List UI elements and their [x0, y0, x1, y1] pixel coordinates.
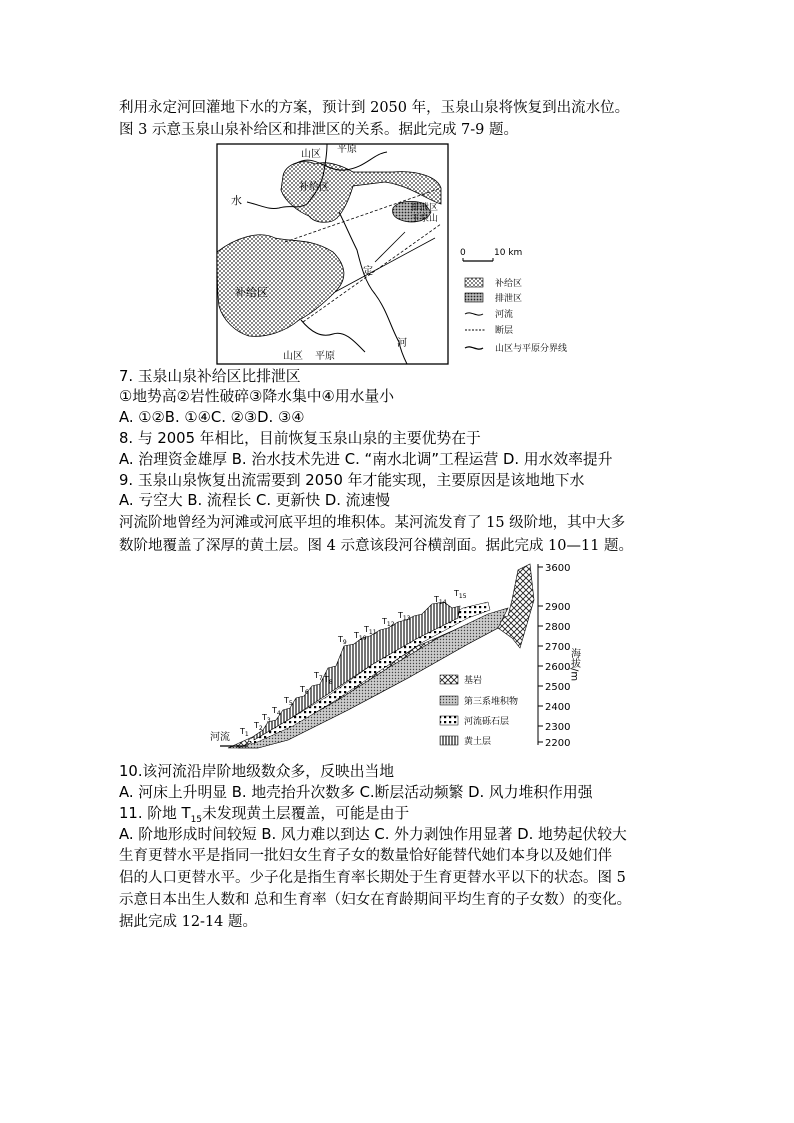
label-yuquan: 玉泉山	[411, 214, 439, 224]
terrace-label: $T_1$	[240, 727, 249, 738]
terrace-label: $T_{10}$	[354, 631, 367, 642]
q7-stem: 7. 玉泉山泉补给区比排泄区	[119, 368, 301, 385]
river-label: 河流	[210, 732, 230, 743]
y-tick-label: 2500	[545, 682, 571, 693]
terrace-label: $T_7$	[314, 671, 323, 682]
legend-gravel: 河流砾石层	[464, 717, 510, 727]
terrace-label: $T_8$	[324, 675, 333, 686]
q11-options: A. 阶地形成时间较短 B. 风力难以到达 C. 外力剥蚀作用显著 D. 地势起伏较大	[119, 826, 627, 843]
q10-stem: 10.该河流沿岸阶地级数众多，反映出当地	[119, 763, 395, 780]
terrace-label: $T_6$	[300, 685, 309, 696]
legend-tertiary: 第三系堆积物	[464, 697, 519, 707]
legend-gravel-swatch	[440, 716, 458, 725]
figure-3-map	[215, 142, 615, 367]
legend-discharge: 排泄区	[495, 294, 523, 304]
figure-4-valley-profile	[208, 560, 598, 755]
intro-line-2: 图 3 示意玉泉山泉补给区和排泄区的关系。据此完成 7-9 题。	[119, 122, 519, 138]
q10-options: A. 河床上升明显 B. 地壳抬升次数多 C.断层活动频繁 D. 风力堆积作用强	[119, 784, 593, 801]
legend-discharge-swatch	[465, 293, 483, 302]
legend-fault: 断层	[495, 326, 514, 336]
intro-line-1: 利用永定河回灌地下水的方案，预计到 2050 年，玉泉山泉将恢复到出流水位。	[119, 100, 630, 116]
y-tick-label: 2200	[545, 738, 571, 749]
q9-options: A. 亏空大 B. 流程长 C. 更新快 D. 流速慢	[119, 492, 391, 509]
terrace-label: $T_{13}$	[398, 611, 411, 622]
legend-river-symbol	[465, 313, 483, 315]
y-tick-label: 3600	[545, 563, 571, 574]
label-ding: 定	[363, 266, 373, 277]
y-tick-label: 2700	[545, 642, 571, 653]
legend-boundary-symbol	[465, 347, 483, 349]
label-plain-bottom: 平原	[315, 351, 335, 362]
scale-zero: 0	[460, 248, 466, 258]
terrace-label: $T_4$	[272, 706, 281, 717]
label-mountain-bottom: 山区	[283, 351, 303, 362]
y-tick-label: 2900	[545, 602, 571, 613]
legend-river: 河流	[495, 310, 514, 320]
terrace-label: $T_9$	[338, 635, 347, 646]
label-discharge: 排泄区	[411, 203, 439, 213]
terrace-label: $T_{15}$	[454, 589, 467, 600]
label-river: 河	[397, 338, 407, 349]
y-tick-label: 2300	[545, 722, 571, 733]
q8-stem: 8. 与 2005 年相比，目前恢复玉泉山泉的主要优势在于	[119, 430, 481, 447]
scale-ten: 10 km	[494, 248, 523, 258]
passage3-line-3: 示意日本出生人数和 总和生育率（妇女在育龄期间平均生育的子女数）的变化。	[119, 892, 632, 908]
q11-stem-sub: 15	[190, 814, 203, 825]
q8-options: A. 治理资金雄厚 B. 治水技术先进 C. “南水北调”工程运营 D. 用水效率提升	[119, 451, 613, 468]
legend-boundary: 山区与平原分界线	[495, 344, 568, 354]
label-water: 水	[231, 194, 242, 207]
passage3-line-2: 侣的人口更替水平。少子化是指生育率长期处于生育更替水平以下的状态。图 5	[119, 870, 626, 886]
passage2-line-1: 河流阶地曾经为河滩或河底平坦的堆积体。某河流发育了 15 级阶地，其中大多	[119, 515, 626, 531]
passage3-line-1: 生育更替水平是指同一批妇女生育子女的数量恰好能替代她们本身以及她们伴	[119, 848, 612, 864]
q7-items: ①地势高②岩性破碎③降水集中④用水量小	[119, 388, 395, 405]
passage3-line-4: 据此完成 12-14 题。	[119, 914, 258, 930]
terrace-label: $T_2$	[254, 721, 263, 732]
legend-supply: 补给区	[495, 279, 523, 289]
label-plain-top: 平原	[337, 144, 357, 155]
terrace-label: $T_{14}$	[434, 595, 447, 606]
y-tick-label: 2400	[545, 702, 571, 713]
legend-bedrock: 基岩	[464, 676, 483, 686]
q7-options: A. ①②B. ①④C. ②③D. ③④	[119, 409, 305, 426]
legend-supply-swatch	[465, 278, 483, 287]
terrace-label: $T_5$	[284, 696, 293, 707]
legend-bedrock-swatch	[440, 675, 458, 684]
legend-loess-swatch	[440, 736, 458, 745]
terrace-label: $T_{12}$	[382, 617, 395, 628]
y-tick-label: 2600	[545, 662, 571, 673]
q11-stem-a: 11. 阶地 T	[119, 805, 191, 822]
q9-stem: 9. 玉泉山泉恢复出流需要到 2050 年才能实现，主要原因是该地地下水	[119, 472, 585, 489]
terrace-label: $T_{11}$	[364, 625, 377, 636]
label-supply-main: 补给区	[235, 286, 268, 299]
label-supply-top: 补给区	[299, 182, 329, 193]
y-tick-label: 2800	[545, 622, 571, 633]
passage2-line-2: 数阶地覆盖了深厚的黄土层。图 4 示意该段河谷横剖面。据此完成 10—11 题。	[119, 538, 634, 554]
label-mountain-top: 山区	[301, 149, 321, 160]
y-axis-label: 海拔/m	[568, 648, 580, 682]
q11-stem-b: 未发现黄土层覆盖，可能是由于	[202, 805, 410, 822]
terrace-label: $T_3$	[262, 713, 271, 724]
loess-layer	[254, 602, 460, 740]
legend-tertiary-swatch	[440, 696, 458, 705]
legend-loess: 黄土层	[464, 737, 492, 747]
